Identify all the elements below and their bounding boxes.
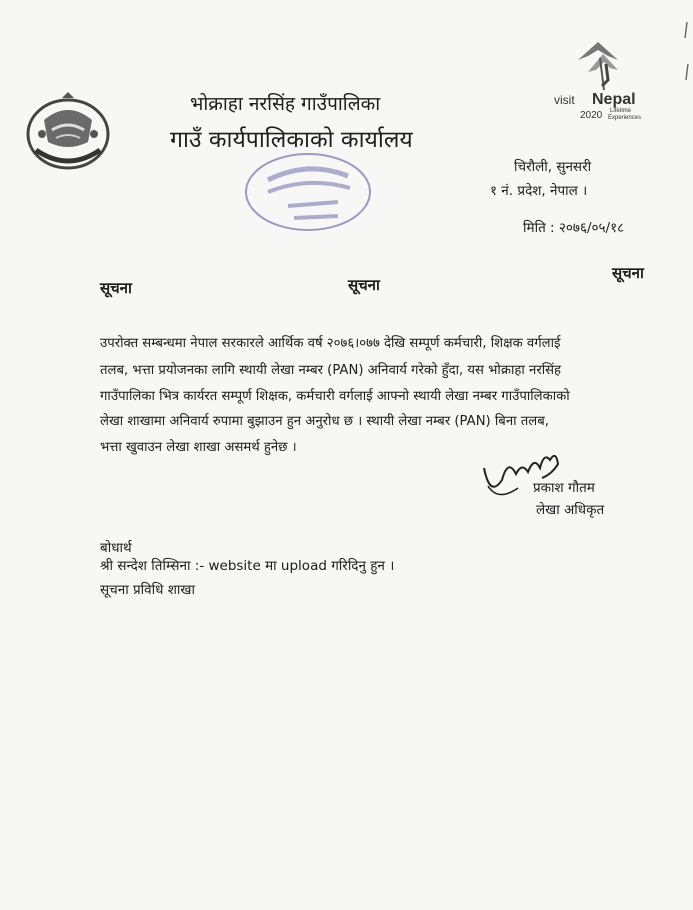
notice-heading-center: सूचना — [348, 276, 380, 294]
signature-icon — [478, 438, 568, 508]
notice-heading-right: सूचना — [612, 264, 644, 282]
signatory-name: प्रकाश गौतम — [533, 480, 595, 496]
paragraph-line-3: गाउँपालिका भित्र कार्यरत सम्पूर्ण शिक्षक, कर्मचारी वर्गलाई आफ्नो स्थायी लेखा नम्बर गाउँपालिकाको — [100, 389, 570, 404]
tagline-text-2: Experiences — [608, 115, 642, 121]
office-name: गाउँ कार्यपालिकाको कार्यालय — [170, 127, 413, 153]
edge-mark — [681, 20, 691, 90]
paragraph-line-5: भत्ता खुवाउन लेखा शाखा असमर्थ हुनेछ । — [100, 440, 297, 455]
office-stamp-icon — [238, 150, 378, 235]
date-line: मिति : २०७६/०५/१८ — [523, 220, 625, 236]
visit-nepal-2020-logo — [548, 40, 658, 125]
bodharth-line-2: सूचना प्रविधि शाखा — [100, 582, 195, 598]
paragraph-line-4: लेखा शाखामा अनिवार्य रुपामा बुझाउन हुन अनुरोध छ । स्थायी लेखा नम्बर (PAN) बिना तलब, — [100, 414, 549, 429]
nepal-emblem-icon — [22, 90, 114, 174]
tagline-text-1: Lifetime — [610, 108, 632, 114]
bodharth-label: बोधार्थ — [100, 540, 132, 556]
nepal-text: Nepal — [592, 91, 636, 108]
bodharth-line-1: श्री सन्देश तिम्सिना :- website मा upload गरिदिनु हुन । — [100, 558, 395, 574]
address-line-1: चिरौली, सुनसरी — [514, 159, 592, 175]
paragraph-line-1: उपरोक्त सम्बन्धमा नेपाल सरकारले आर्थिक वर्ष २०७६।०७७ देखि सम्पूर्ण कर्मचारी, शिक्षक वर्गलाई — [100, 336, 561, 351]
visit-text: visit — [554, 93, 575, 107]
year-text: 2020 — [580, 110, 603, 121]
municipality-name: भोक्राहा नरसिंह गाउँपालिका — [190, 93, 381, 115]
signatory-designation: लेखा अधिकृत — [536, 502, 605, 518]
paragraph-line-2: तलब, भत्ता प्रयोजनका लागि स्थायी लेखा नम्बर (PAN) अनिवार्य गरेको हुँदा, यस भोक्राहा नरसिंह — [100, 363, 562, 378]
address-line-2: १ नं. प्रदेश, नेपाल । — [490, 183, 588, 199]
notice-heading-left: सूचना — [100, 279, 132, 297]
